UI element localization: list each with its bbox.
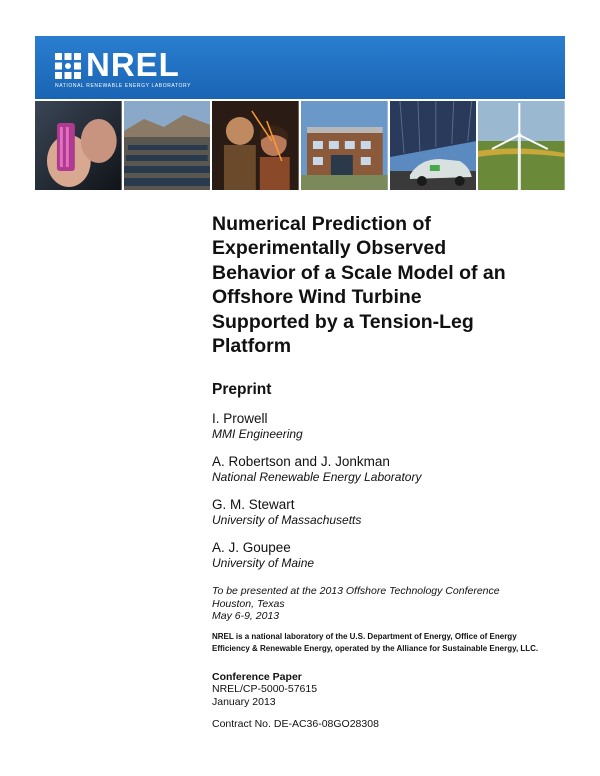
author-block <box>212 410 582 442</box>
logo-subtitle: NATIONAL RENEWABLE ENERGY LABORATORY <box>55 83 192 89</box>
researchers-photo <box>212 101 299 190</box>
author-name: I. Prowell <box>212 411 268 427</box>
nrel-header-banner <box>35 36 565 99</box>
author-name: A. J. Goupee <box>212 540 291 556</box>
nrel-statement <box>212 631 582 655</box>
author-affiliation: University of Maine <box>212 556 315 571</box>
report-number: NREL/CP-5000-57615 <box>212 683 318 696</box>
nrel-statement-line: Efficiency & Renewable Energy, operated by the Alliance for Sustainable Energy, LLC. <box>212 643 539 653</box>
author-name: A. Robertson and J. Jonkman <box>212 454 390 470</box>
conference-location: Houston, Texas <box>212 597 285 610</box>
author-block <box>212 539 582 571</box>
report-info <box>212 671 582 709</box>
conference-name: To be presented at the 2013 Offshore Technology Conference <box>212 585 500 598</box>
document-subtitle: Preprint <box>212 381 272 399</box>
vehicle-charging-photo <box>390 101 477 190</box>
conference-info <box>212 585 582 623</box>
document-title: Numerical Prediction of Experimentally Observed Behavior of a Scale Model of an Offshore Wind Turbine Supported by a Tension-Leg Platform <box>212 213 506 358</box>
nrel-logo-mark-icon <box>55 53 81 79</box>
author-block <box>212 453 582 485</box>
author-block <box>212 496 582 528</box>
author-affiliation: University of Massachusetts <box>212 513 362 528</box>
wind-turbine-photo <box>478 101 565 190</box>
cover-content <box>212 212 582 730</box>
photo-strip <box>35 101 565 190</box>
building-photo <box>301 101 388 190</box>
nrel-statement-line: NREL is a national laboratory of the U.S. Department of Energy, Office of Energy <box>212 631 517 641</box>
paper-type: Conference Paper <box>212 670 302 683</box>
logo-text: NREL <box>86 46 180 83</box>
author-name: G. M. Stewart <box>212 497 295 513</box>
solar-cell-photo <box>35 101 122 190</box>
report-date: January 2013 <box>212 695 276 708</box>
solar-array-photo <box>124 101 211 190</box>
contract-number: Contract No. DE-AC36-08GO28308 <box>212 718 379 731</box>
conference-dates: May 6-9, 2013 <box>212 610 280 623</box>
author-affiliation: MMI Engineering <box>212 427 303 442</box>
author-affiliation: National Renewable Energy Laboratory <box>212 470 422 485</box>
